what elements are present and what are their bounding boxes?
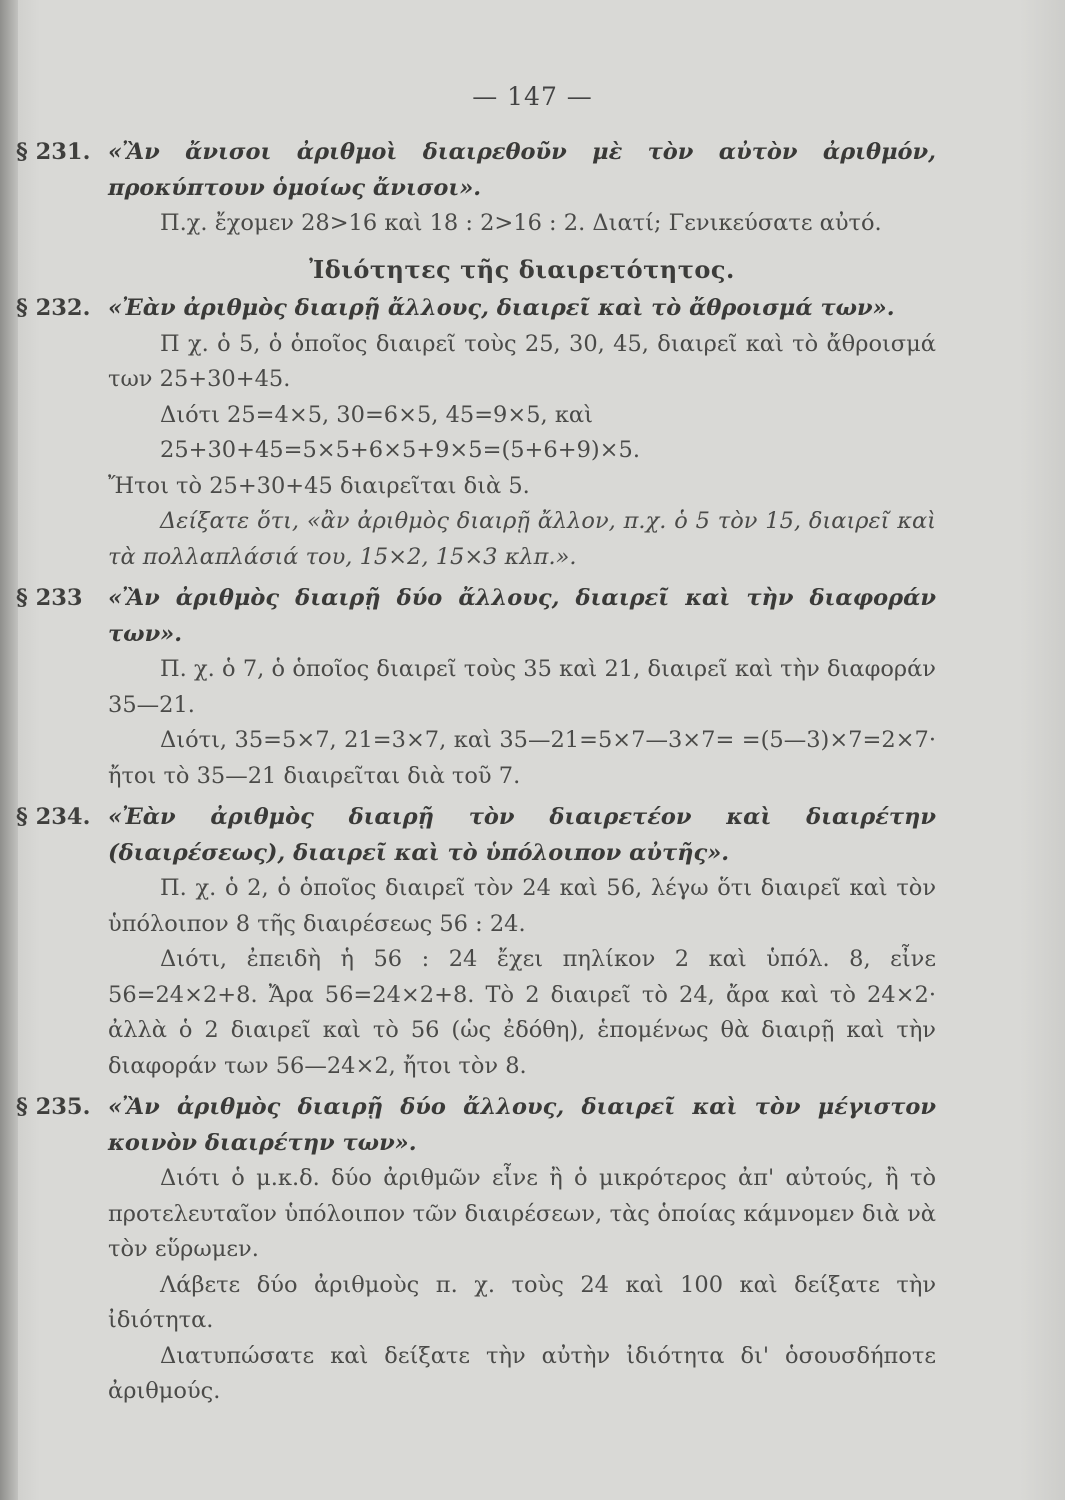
section-231-paragraph: Π.χ. ἔχομεν 28>16 καὶ 18 : 2>16 : 2. Διατί; Γενικεύσατε αὐτό. bbox=[160, 210, 882, 236]
section-233-number: § 233 bbox=[16, 585, 83, 611]
section-235-rule: § 235. «Ἂν ἀριθμὸς διαιρῇ δύο ἄλλους, διαιρεῖ καὶ τὸν μέγιστον κοινὸν διαιρέτην των». bbox=[108, 1090, 936, 1161]
section-231-number: § 231. bbox=[16, 139, 91, 165]
section-232-rule: § 232. «Ἐὰν ἀριθμὸς διαιρῇ ἄλλους, διαιρεῖ καὶ τὸ ἄθροισμά των». bbox=[108, 291, 936, 327]
section-235-paragraph: Λάβετε δύο ἀριθμοὺς π. χ. τοὺς 24 καὶ 100 καὶ δείξατε τὴν ἰδιότητα. bbox=[108, 1271, 936, 1333]
section-233-rule: § 233 «Ἂν ἀριθμὸς διαιρῇ δύο ἄλλους, διαιρεῖ καὶ τὴν διαφοράν των». bbox=[108, 581, 936, 652]
page-number: — 147 — bbox=[472, 82, 593, 111]
section-232-number: § 232. bbox=[16, 295, 91, 321]
section-233-paragraph: Διότι, 35=5×7, 21=3×7, καὶ 35—21=5×7—3×7= =(5—3)×7=2×7· ἤτοι τὸ 35—21 διαιρεῖται διὰ τοῦ 7. bbox=[108, 727, 936, 789]
section-232-equation: 25+30+45=5×5+6×5+9×5=(5+6+9)×5. bbox=[160, 437, 640, 463]
section-233-paragraph: Π. χ. ὁ 7, ὁ ὁποῖος διαιρεῖ τοὺς 35 καὶ 21, διαιρεῖ καὶ τὴν διαφοράν 35—21. bbox=[108, 656, 936, 718]
section-232-exercise: Δείξατε ὅτι, «ἂν ἀριθμὸς διαιρῇ ἄλλον, π.χ. ὁ 5 τὸν 15, διαιρεῖ καὶ τὰ πολλαπλάσιά του, 15×2, 15×3 κλπ.». bbox=[108, 508, 936, 570]
section-232-paragraph: Ἤτοι τὸ 25+30+45 διαιρεῖται διὰ 5. bbox=[108, 472, 530, 499]
page-body bbox=[16, 135, 936, 1410]
section-235-number: § 235. bbox=[16, 1094, 91, 1120]
section-234-paragraph: Π. χ. ὁ 2, ὁ ὁποῖος διαιρεῖ τὸν 24 καὶ 56, λέγω ὅτι διαιρεῖ καὶ τὸν ὑπόλοιπον 8 τῆς διαιρέσεως 56 : 24. bbox=[108, 875, 936, 937]
section-232-paragraph: Διότι 25=4×5, 30=6×5, 45=9×5, καὶ bbox=[160, 401, 593, 428]
page-binding-edge bbox=[0, 0, 18, 1500]
section-234-paragraph: Διότι, ἐπειδὴ ἡ 56 : 24 ἔχει πηλίκον 2 καὶ ὑπόλ. 8, εἶνε 56=24×2+8. Ἄρα 56=24×2+8. Τὸ 2 διαιρεῖ τὸ 24, ἄρα καὶ τὸ 24×2· ἀλλὰ ὁ 2 διαιρεῖ καὶ τὸ 56 (ὡς ἐδόθη), ἑπομένως θὰ διαιρῇ καὶ τὴν διαφοράν των 56—24×2, ἤτοι τὸν 8. bbox=[108, 946, 936, 1079]
section-heading-divisibility: Ἰδιότητες τῆς διαιρετότητος. bbox=[309, 254, 735, 284]
section-234-rule: § 234. «Ἐὰν ἀριθμὸς διαιρῇ τὸν διαιρετέον καὶ διαιρέτην (διαιρέσεως), διαιρεῖ καὶ τὸ ὑπόλοιπον αὐτῆς». bbox=[108, 800, 936, 871]
section-234-number: § 234. bbox=[16, 804, 91, 830]
section-231-rule: § 231. «Ἂν ἄνισοι ἀριθμοὶ διαιρεθοῦν μὲ τὸν αὐτὸν ἀριθμόν, προκύπτουν ὁμοίως ἄνισοι». bbox=[108, 135, 936, 206]
section-235-paragraph: Διατυπώσατε καὶ δείξατε τὴν αὐτὴν ἰδιότητα δι' ὁσουσδήποτε ἀριθμούς. bbox=[108, 1342, 936, 1404]
section-235-paragraph: Διότι ὁ μ.κ.δ. δύο ἀριθμῶν εἶνε ἢ ὁ μικρότερος ἀπ' αὐτούς, ἢ τὸ προτελευταῖον ὑπόλοιπον τῶν διαιρέσεων, τὰς ὁποίας κάμνομεν διὰ νὰ τὸν εὕρωμεν. bbox=[108, 1165, 936, 1262]
section-232-paragraph: Π χ. ὁ 5, ὁ ὁποῖος διαιρεῖ τοὺς 25, 30, 45, διαιρεῖ καὶ τὸ ἄθροισμά των 25+30+45. bbox=[108, 330, 936, 392]
